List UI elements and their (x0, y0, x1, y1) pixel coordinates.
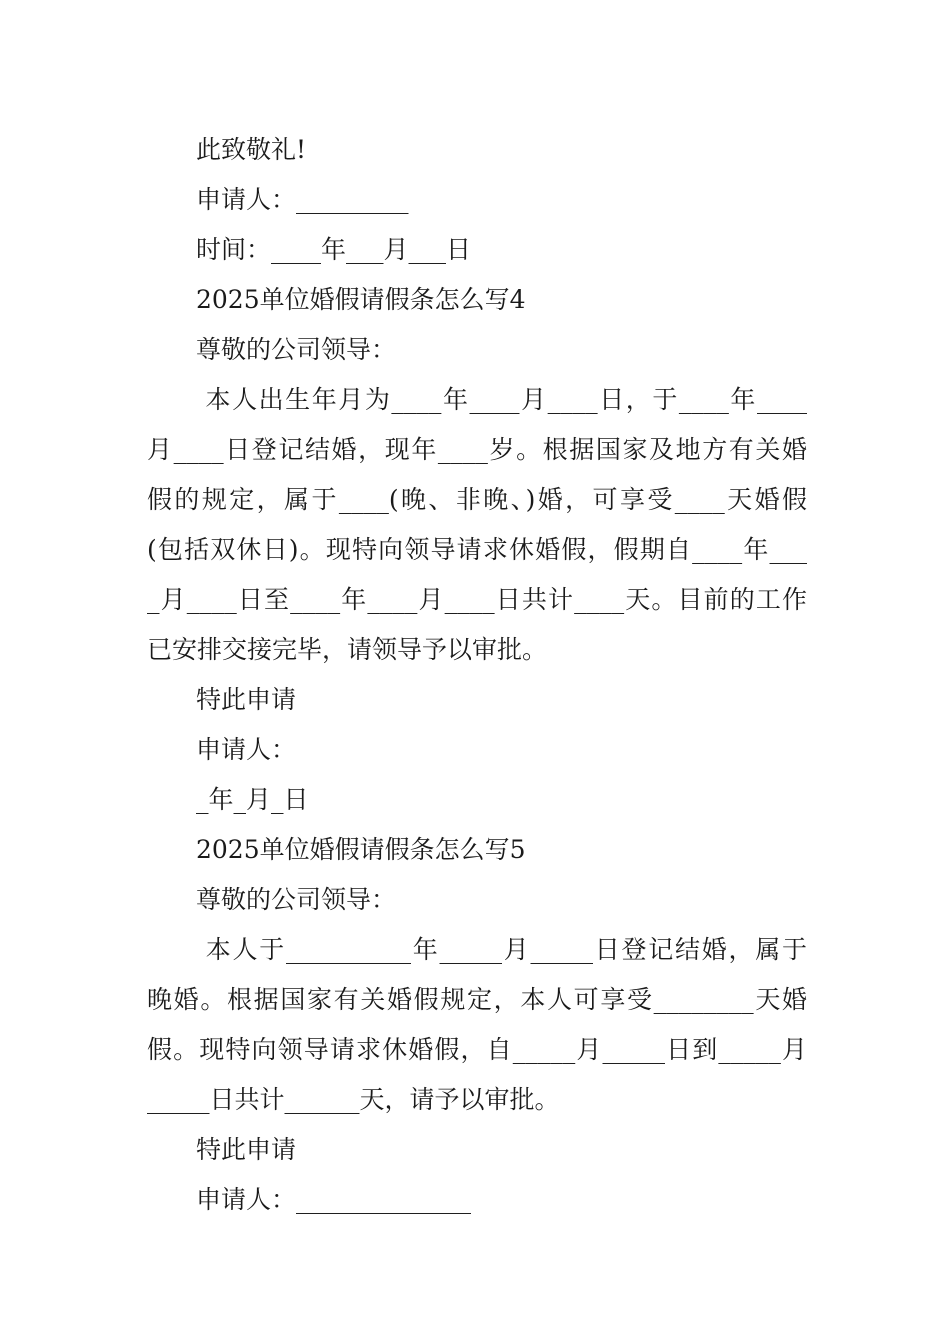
salutation: 尊敬的公司领导： (196, 885, 397, 914)
salutation: 尊敬的公司领导： (196, 335, 397, 364)
body-paragraph-line: _____日共计______天，请予以审批。 (147, 1085, 560, 1114)
body-paragraph-line: 假。现特向领导请求休婚假，自_____月_____日到_____月 (147, 1035, 807, 1064)
applicant-line: 申请人： (196, 735, 297, 764)
body-paragraph-line: 假的规定，属于____(晚、非晚、)婚，可享受____天婚假 (147, 485, 807, 514)
body-paragraph-line: 晚婚。根据国家有关婚假规定，本人可享受________天婚 (147, 985, 807, 1014)
body-paragraph-line: (包括双休日)。现特向领导请求休婚假，假期自____年___ (147, 535, 807, 564)
date-line: _年_月_日 (196, 785, 309, 814)
closing-request: 特此申请 (196, 1135, 297, 1164)
section-title: 2025单位婚假请假条怎么写5 (196, 835, 526, 864)
body-paragraph-line: 月____日登记结婚，现年____岁。根据国家及地方有关婚 (147, 435, 807, 464)
closing-request: 特此申请 (196, 685, 297, 714)
applicant-line: 申请人：_________ (196, 185, 409, 214)
date-line: 时间：____年___月___日 (196, 235, 472, 264)
body-paragraph-line: 本人于__________年_____月_____日登记结婚，属于 (196, 935, 807, 964)
closing-salutation: 此致敬礼! (196, 135, 307, 164)
body-paragraph-line: _月____日至____年____月____日共计____天。目前的工作 (147, 585, 807, 614)
section-title: 2025单位婚假请假条怎么写4 (196, 285, 526, 314)
body-paragraph-line: 已安排交接完毕，请领导予以审批。 (147, 635, 548, 664)
applicant-line: 申请人：______________ (196, 1185, 472, 1214)
body-paragraph-line: 本人出生年月为____年____月____日，于____年____ (196, 385, 807, 414)
